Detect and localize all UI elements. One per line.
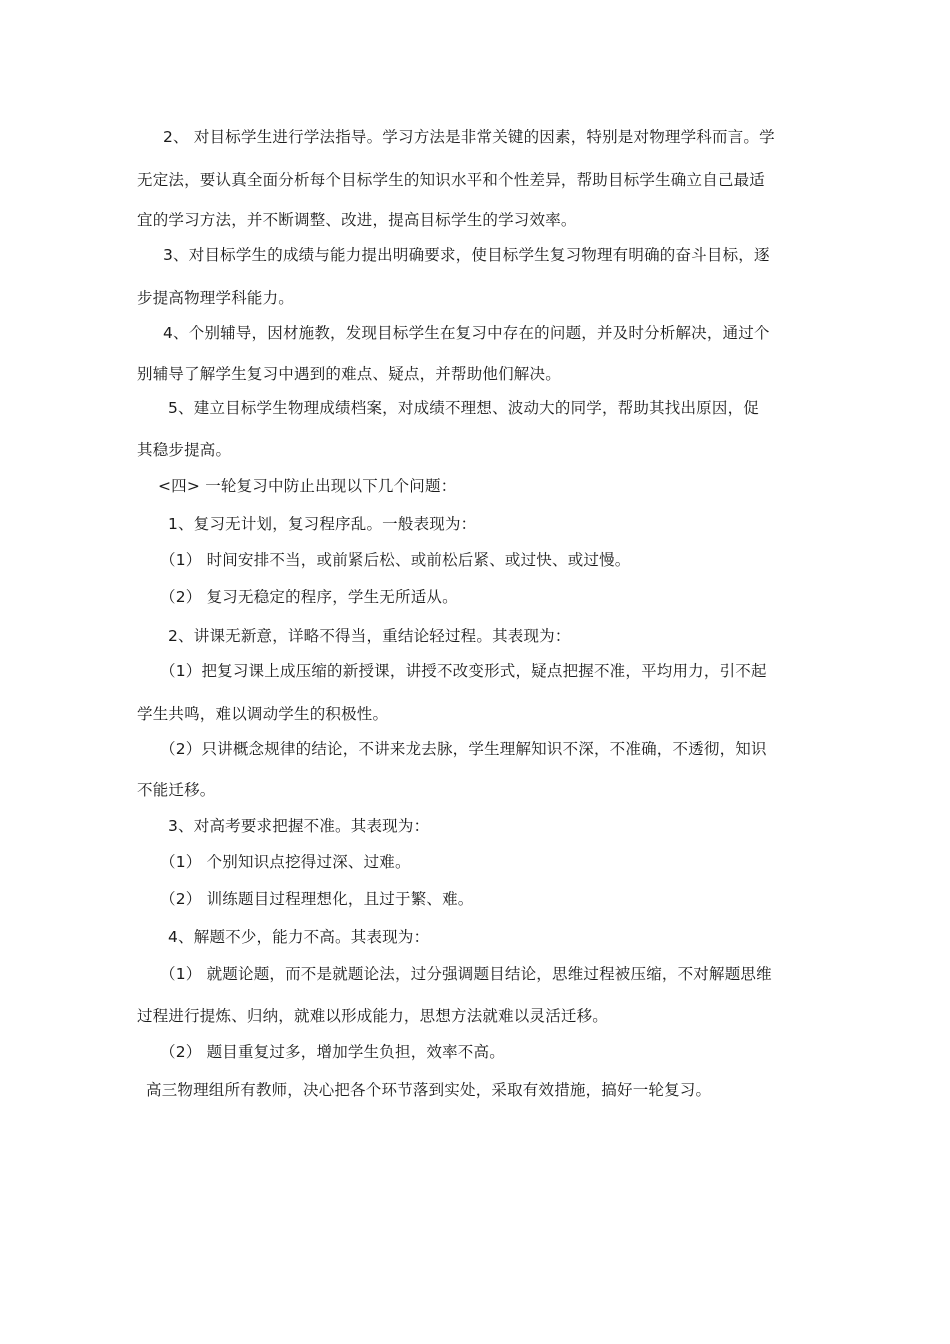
text-line: （1）把复习课上成压缩的新授课，讲授不改变形式，疑点把握不准，平均用力，引不起 [160, 662, 767, 680]
text-line: （2） 训练题目过程理想化，且过于繁、难。 [160, 890, 474, 908]
text-line: 4、解题不少，能力不高。其表现为： [168, 928, 430, 946]
text-line: 2、讲课无新意，详略不得当，重结论轻过程。其表现为： [168, 627, 571, 645]
text-line: （1） 个别知识点挖得过深、过难。 [160, 853, 411, 871]
text-line: 步提高物理学科能力。 [137, 289, 295, 307]
text-line: 无定法，要认真全面分析每个目标学生的知识水平和个性差异，帮助目标学生确立自己最适 [137, 171, 766, 189]
text-line: （1） 时间安排不当，或前紧后松、或前松后紧、或过快、或过慢。 [160, 551, 631, 569]
text-line: （2） 复习无稳定的程序，学生无所适从。 [160, 588, 458, 606]
text-line: （1） 就题论题，而不是就题论法，过分强调题目结论，思维过程被压缩，不对解题思维 [160, 965, 772, 983]
text-line: （2）只讲概念规律的结论，不讲来龙去脉，学生理解知识不深，不准确，不透彻，知识 [160, 740, 767, 758]
text-line: 4、个别辅导，因材施教，发现目标学生在复习中存在的问题，并及时分析解决，通过个 [163, 324, 770, 342]
text-line: （2） 题目重复过多，增加学生负担，效率不高。 [160, 1043, 505, 1061]
text-line: 1、复习无计划，复习程序乱。一般表现为： [168, 515, 477, 533]
closing-line: 高三物理组所有教师，决心把各个环节落到实处，采取有效措施，搞好一轮复习。 [146, 1081, 712, 1099]
text-line: 3、对目标学生的成绩与能力提出明确要求，使目标学生复习物理有明确的奋斗目标，逐 [163, 246, 770, 264]
text-line: 别辅导了解学生复习中遇到的难点、疑点，并帮助他们解决。 [137, 365, 561, 383]
text-line: 其稳步提高。 [137, 441, 232, 459]
text-line: 5、建立目标学生物理成绩档案，对成绩不理想、波动大的同学，帮助其找出原因，促 [168, 399, 759, 417]
text-line: 宜的学习方法，并不断调整、改进，提高目标学生的学习效率。 [137, 211, 577, 229]
text-line: 过程进行提炼、归纳，就难以形成能力，思想方法就难以灵活迁移。 [137, 1007, 609, 1025]
text-line: 不能迁移。 [137, 781, 216, 799]
text-line: 学生共鸣，难以调动学生的积极性。 [137, 705, 389, 723]
text-line: 3、对高考要求把握不准。其表现为： [168, 817, 430, 835]
text-line: 2、 对目标学生进行学法指导。学习方法是非常关键的因素，特别是对物理学科而言。学 [163, 128, 775, 146]
section-heading: <四> 一轮复习中防止出现以下几个问题： [158, 477, 457, 495]
